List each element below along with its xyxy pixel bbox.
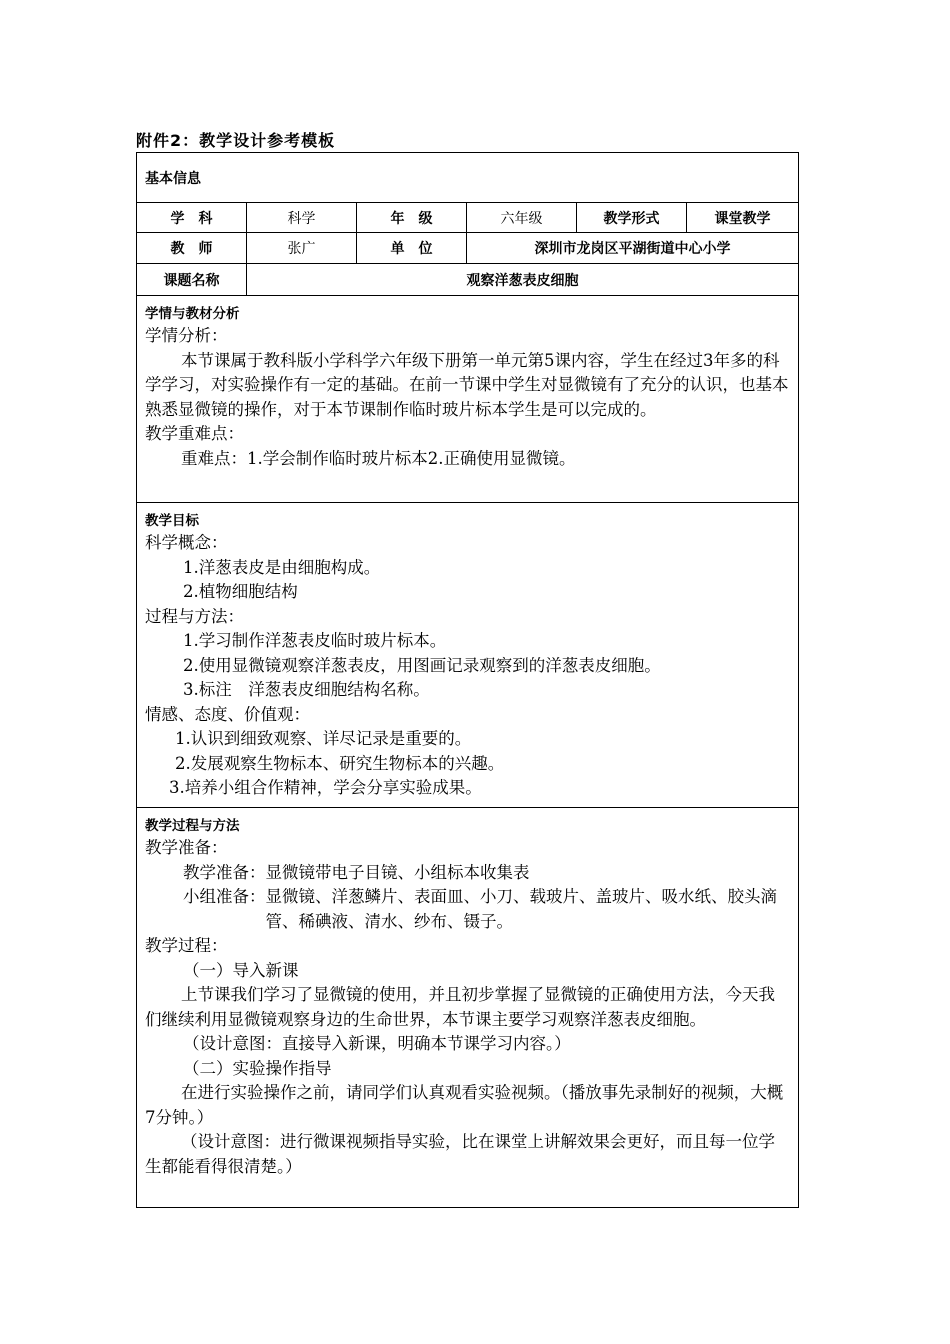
goals-cell	[137, 503, 799, 808]
step2-paragraph: 在进行实验操作之前，请同学们认真观看实验视频。（播放事先录制好的视频，大概7分钟。）	[145, 1083, 784, 1127]
teacher-row	[137, 233, 799, 264]
basic-info-row	[137, 153, 799, 203]
topic-value: 观察洋葱表皮细胞	[247, 264, 799, 296]
procedure-subheading: 教学过程：	[145, 936, 228, 955]
basic-info-title: 基本信息	[137, 153, 799, 203]
goals-row	[137, 503, 799, 808]
step2-note: （设计意图：进行微课视频指导实验，比在课堂上讲解效果会更好，而且每一位学生都能看得很清楚。）	[145, 1132, 775, 1176]
group-prep-text: 显微镜、洋葱鳞片、表面皿、小刀、载玻片、盖玻片、吸水纸、胶头滴管、稀碘液、清水、纱布、镊子。	[265, 887, 777, 931]
teacher-prep	[145, 861, 790, 886]
teacher-prep-label: 教学准备：	[183, 862, 266, 882]
prep-subheading: 教学准备：	[145, 838, 228, 857]
analysis-title: 学情与教材分析	[145, 306, 240, 322]
step2-title: （二）实验操作指导	[183, 1058, 332, 1078]
concept-subheading: 科学概念：	[145, 533, 228, 552]
method-item: 3.标注 洋葱表皮细胞结构名称。	[183, 680, 430, 699]
method-subheading: 过程与方法：	[145, 606, 244, 626]
step1-note: （设计意图：直接导入新课，明确本节课学习内容。）	[183, 1034, 571, 1053]
concept-item: 1.洋葱表皮是由细胞构成。	[183, 557, 381, 577]
grade-value: 六年级	[467, 203, 577, 233]
key-points-subheading: 教学重难点：	[145, 424, 244, 443]
topic-row	[137, 264, 799, 296]
analysis-cell	[137, 296, 799, 503]
goals-title: 教学目标	[145, 513, 199, 529]
unit-label: 单 位	[357, 233, 467, 264]
teacher-label: 教 师	[137, 233, 247, 264]
attitude-item: 3.培养小组合作精神，学会分享实验成果。	[169, 778, 482, 797]
teacher-value: 张广	[247, 233, 357, 264]
subject-value: 科学	[247, 203, 357, 233]
grade-label: 年 级	[357, 203, 467, 233]
concept-item: 2.植物细胞结构	[183, 582, 298, 601]
topic-label: 课题名称	[137, 264, 247, 296]
analysis-subheading: 学情分析：	[145, 326, 228, 345]
form-label: 教学形式	[577, 203, 687, 233]
teacher-prep-text: 显微镜带电子目镜、小组标本收集表	[265, 862, 530, 882]
process-cell	[137, 808, 799, 1208]
lesson-plan-table	[136, 152, 799, 1208]
step1-paragraph: 上节课我们学习了显微镜的使用，并且初步掌握了显微镜的正确使用方法，今天我们继续利用显微镜观察身边的生命世界，本节课主要学习观察洋葱表皮细胞。	[145, 985, 775, 1029]
form-value: 课堂教学	[687, 203, 799, 233]
analysis-row	[137, 296, 799, 503]
group-prep-label: 小组准备：	[183, 887, 266, 906]
method-item: 2.使用显微镜观察洋葱表皮，用图画记录观察到的洋葱表皮细胞。	[183, 655, 661, 675]
attitude-item: 2.发展观察生物标本、研究生物标本的兴趣。	[175, 753, 505, 773]
document-heading: 附件2：教学设计参考模板	[136, 131, 336, 150]
step1-title: （一）导入新课	[183, 960, 299, 980]
process-row	[137, 808, 799, 1208]
group-prep	[145, 885, 790, 934]
attitude-subheading: 情感、态度、价值观：	[145, 704, 310, 724]
attitude-item: 1.认识到细致观察、详尽记录是重要的。	[175, 729, 472, 748]
subject-row	[137, 203, 799, 233]
process-title: 教学过程与方法	[145, 818, 240, 834]
analysis-paragraph: 本节课属于教科版小学科学六年级下册第一单元第5课内容，学生在经过3年多的科学学习，对实验操作有一定的基础。在前一节课中学生对显微镜有了充分的认识，也基本熟悉显微镜的操作，对于本节课制作临时玻片标本学生是可以完成的。	[145, 350, 789, 419]
subject-label: 学 科	[137, 203, 247, 233]
unit-value: 深圳市龙岗区平湖街道中心小学	[467, 233, 799, 264]
method-item: 1.学习制作洋葱表皮临时玻片标本。	[183, 631, 447, 650]
key-points-paragraph: 重难点：1.学会制作临时玻片标本2.正确使用显微镜。	[181, 448, 576, 468]
